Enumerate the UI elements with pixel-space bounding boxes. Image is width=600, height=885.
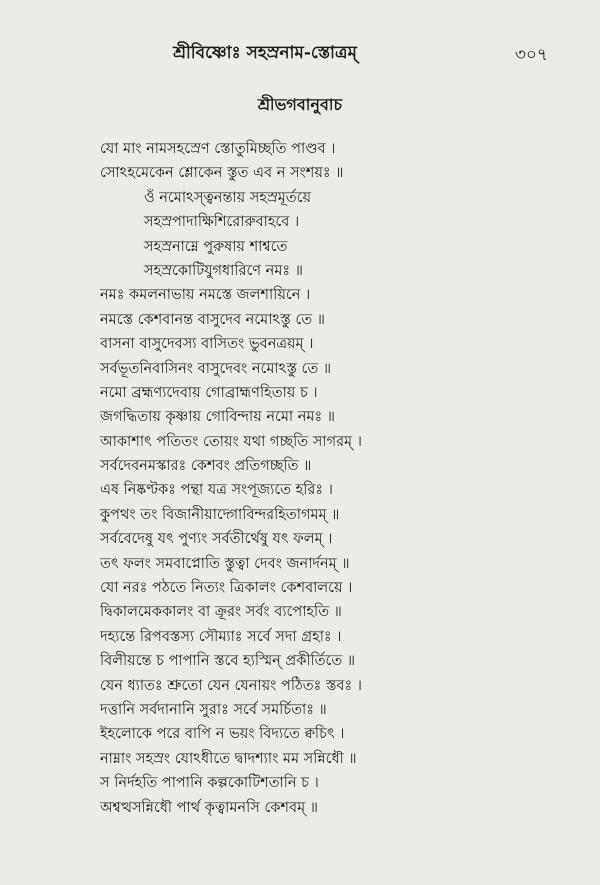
verse-line: নমস্তে কেশবানন্ত বাসুদেব নমোঽস্তু তে ॥ bbox=[100, 311, 325, 328]
verse-line: সর্বদেবনমস্কারঃ কেশবং প্রতিগচ্ছতি ॥ bbox=[100, 458, 312, 475]
verse-line: ওঁ নমোঽস্ত্বনন্তায় সহস্রমূর্তয়ে bbox=[144, 189, 312, 206]
verse-block bbox=[100, 137, 580, 820]
verse-line: সর্বভূতনিবাসিনং বাসুদেবং নমোঽস্তু তে ॥ bbox=[100, 360, 332, 377]
verse-line: যো মাং নামসহস্রেণ স্তোতুমিচ্ছতি পাণ্ডব । bbox=[100, 141, 336, 157]
verse-line: যেন ধ্যাতঃ শ্রুতো যেন যেনায়ং পঠিতঃ স্তবঃ । bbox=[100, 677, 362, 694]
verse-line: এষ নিষ্কণ্টকঃ পন্থা যত্র সংপূজ্যতে হরিঃ । bbox=[100, 482, 333, 499]
verse-line: তৎ ফলং সমবাপ্নোতি স্তুত্বা দেবং জনার্দনম্ ॥ bbox=[100, 555, 350, 572]
page-header-title: শ্রীবিষ্ণোঃ সহস্রনাম-স্তোত্রম্ bbox=[173, 43, 357, 63]
verse-line: অশ্বত্থসন্নিধৌ পার্থ কৃত্বামনসি কেশবম্ ॥ bbox=[100, 799, 318, 816]
verse-line: স নির্দহতি পাপানি কল্পকোটিশতানি চ । bbox=[100, 775, 319, 792]
verse-line: ইহলোকে পরে বাপি ন ভয়ং বিদ্যতে ক্বচিৎ । bbox=[100, 726, 345, 743]
verse-line: বাসনা বাসুদেবস্য বাসিতং ভুবনত্রয়ম্ । bbox=[100, 336, 314, 353]
verse-line: দত্তানি সর্বদানানি সুরাঃ সর্বে সমর্চিতাঃ ॥ bbox=[100, 701, 327, 718]
section-subtitle: শ্রীভগবানুবাচ bbox=[257, 95, 343, 114]
verse-line: দ্বিকালমেককালং বা ক্রূরং সর্বং ব্যপোহতি ॥ bbox=[100, 604, 342, 621]
verse-line: কুপথং তং বিজানীয়াদ্গোবিন্দরহিতাগমম্ ॥ bbox=[100, 506, 340, 523]
verse-line: যো নরঃ পঠতে নিত্যং ত্রিকালং কেশবালয়ে । bbox=[100, 580, 353, 597]
verse-line: জগদ্ধিতায় কৃষ্ণায় গোবিন্দায় নমো নমঃ ॥ bbox=[100, 409, 335, 426]
page-number: ৩০৭ bbox=[514, 45, 548, 65]
verse-line: নমো ব্রহ্মণ্যদেবায় গোব্রাহ্মণহিতায় চ । bbox=[100, 384, 318, 401]
verse-line: সহস্রনাম্নে পুরুষায় শাশ্বতে bbox=[144, 238, 288, 255]
verse-line: দহ্যন্তে রিপবস্তস্য সৌম্যাঃ সর্বে সদা গ্রহাঃ । bbox=[100, 628, 342, 645]
verse-line: সহস্রপাদাক্ষিশিরোরুবাহবে । bbox=[144, 214, 300, 231]
verse-line: নাম্নাং সহস্রং যোঽধীতে দ্বাদশ্যাং মম সন্নিধৌ ॥ bbox=[100, 750, 357, 767]
verse-line: সোঽহমেকেন শ্লোকেন স্তুত এব ন সংশয়ঃ ॥ bbox=[100, 165, 344, 182]
verse-line: নমঃ কমলনাভায় নমস্তে জলশায়িনে । bbox=[100, 287, 311, 304]
verse-line: সহস্রকোটিযুগধারিণে নমঃ ॥ bbox=[144, 262, 303, 279]
verse-line: সর্ববেদেষু যৎ পুণ্যং সর্বতীর্থেষু যৎ ফলম্ । bbox=[100, 531, 333, 548]
verse-line: বিলীয়ন্তে চ পাপানি স্তবে হ্যস্মিন্ প্রকীর্তিতে ॥ bbox=[100, 653, 356, 670]
verse-line: আকাশাৎ পতিতং তোয়ং যথা গচ্ছতি সাগরম্ । bbox=[100, 433, 362, 450]
